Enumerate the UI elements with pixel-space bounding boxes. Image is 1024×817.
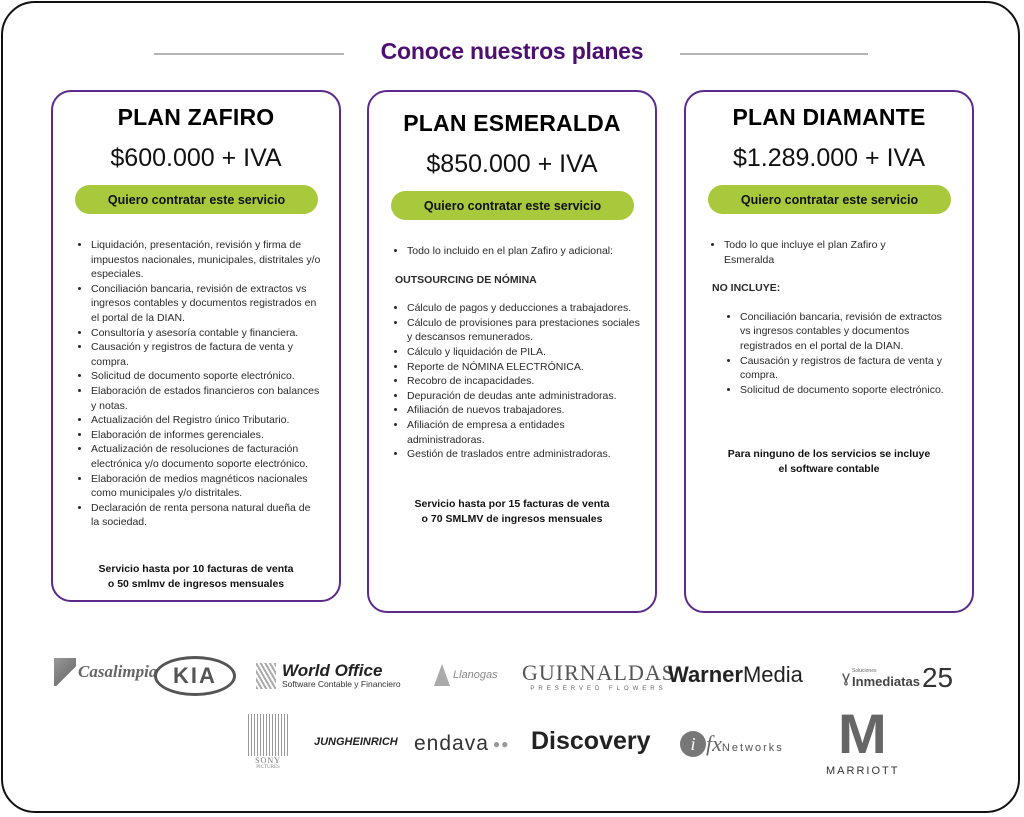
llanogas-flame-icon xyxy=(434,664,450,686)
feature-item: • Elaboración de informes gerenciales. xyxy=(91,428,321,443)
endava-dots-icon: ●● xyxy=(492,737,510,751)
logo-sony-pictures xyxy=(248,714,288,770)
logo-text-bold: Warner xyxy=(668,662,743,687)
page-title: Conoce nuestros planes xyxy=(380,38,644,64)
feature-item: • Actualización del Registro único Tributario. xyxy=(91,413,321,428)
logo-llanogas xyxy=(434,664,498,686)
contract-button-esmeralda[interactable]: Quiero contratar este servicio xyxy=(391,191,634,220)
sony-bars-icon xyxy=(248,714,288,756)
plan-limit-line2: el software contable xyxy=(778,462,880,475)
contract-button-zafiro[interactable]: Quiero contratar este servicio xyxy=(75,185,318,214)
feature-item: • Declaración de renta persona natural dueña de la sociedad. xyxy=(91,501,321,530)
feature-item: • Actualización de resoluciones de facturación electrónica y/o documento soporte electrónico. xyxy=(91,442,321,471)
logo-text: Discovery xyxy=(531,727,651,755)
intro-item: • Todo lo incluido en el plan Zafiro y adicional: xyxy=(407,244,655,259)
feature-item: • Afiliación de empresa a entidades administradoras. xyxy=(407,418,641,447)
feature-item: • Recobro de incapacidades. xyxy=(407,374,641,389)
plan-price: $850.000 + IVA xyxy=(426,150,598,178)
excluded-item: • Solicitud de documento soporte electrónico. xyxy=(740,383,948,398)
logo-text: MARRIOTT xyxy=(826,765,900,777)
feature-item: • Afiliación de nuevos trabajadores. xyxy=(407,403,641,418)
logo-text: World Office xyxy=(282,661,383,680)
plan-card-esmeralda xyxy=(367,90,657,613)
plan-limit-line1: Para ninguno de los servicios se incluye xyxy=(727,448,931,460)
excluded-item: • Causación y registros de factura de venta y compra. xyxy=(740,354,948,383)
plan-price: $600.000 + IVA xyxy=(110,144,282,172)
logo-text-light: Media xyxy=(742,662,803,687)
feature-item: • Conciliación bancaria, revisión de extractos vs ingresos contables y documentos registrados en el portal de la DIAN. xyxy=(91,282,321,326)
feature-item: • Cálculo y liquidación de PILA. xyxy=(407,345,641,360)
ifx-circle-icon: i xyxy=(680,731,706,757)
feature-item: • Cálculo de pagos y deducciones a trabajadores. xyxy=(407,301,641,316)
logo-text: GUIRNALDAS xyxy=(522,660,675,685)
feature-item: • Elaboración de medios magnéticos nacionales como municipales y/o distritales. xyxy=(91,472,321,501)
logo-jungheinrich xyxy=(314,736,398,748)
plan-card-diamante xyxy=(684,90,974,613)
plan-limit-note xyxy=(53,562,339,591)
intro-list xyxy=(369,244,655,259)
feature-item: • Solicitud de documento soporte electrónico. xyxy=(91,369,321,384)
plan-limit-line1: Servicio hasta por 10 facturas de venta xyxy=(98,563,294,575)
marriott-m-icon: M xyxy=(838,702,888,765)
logo-warnermedia xyxy=(668,662,803,688)
feature-item: • Gestión de traslados entre administradoras. xyxy=(407,447,641,462)
logo-casalimpia xyxy=(54,658,157,686)
excluded-list xyxy=(686,310,972,398)
logo-text: endava xyxy=(414,732,489,755)
divider-right xyxy=(680,53,868,55)
logo-kia xyxy=(154,656,236,696)
logo-text: fx xyxy=(706,731,722,756)
section-header xyxy=(0,36,1024,70)
feature-item: • Depuración de deudas ante administradoras. xyxy=(407,389,641,404)
anniversary-number: 25 xyxy=(921,662,954,693)
plan-name: PLAN ESMERALDA xyxy=(403,110,621,136)
logo-text: Casalimpia xyxy=(78,662,158,681)
feature-list xyxy=(53,238,339,530)
logo-ifx-networks xyxy=(680,731,784,757)
plan-limit-line2: o 50 smlmv de ingresos mensuales xyxy=(107,577,285,590)
person-icon: ɣ xyxy=(842,669,851,686)
plan-features xyxy=(53,238,339,530)
logo-tagline: Software Contable y Financiero xyxy=(282,679,401,689)
section-heading: OUTSOURCING DE NÓMINA xyxy=(395,273,537,286)
plan-card-zafiro xyxy=(51,90,341,602)
feature-item: • Elaboración de estados financieros con balances y notas. xyxy=(91,384,321,413)
logo-soluciones-inmediatas xyxy=(842,662,953,694)
feature-item: • Causación y registros de factura de venta y compra. xyxy=(91,340,321,369)
logo-text: Inmediatas xyxy=(852,673,920,689)
world-office-mark-icon xyxy=(256,663,276,689)
feature-item: • Consultoría y asesoría contable y financiera. xyxy=(91,326,321,341)
plan-features xyxy=(369,244,655,462)
logo-guirnaldas xyxy=(522,660,675,692)
logo-text: Llanogas xyxy=(453,669,498,681)
intro-list xyxy=(686,238,972,267)
plan-limit-line2: o 70 SMLMV de ingresos mensuales xyxy=(421,512,603,525)
plan-name: PLAN ZAFIRO xyxy=(117,104,275,130)
excluded-item: • Conciliación bancaria, revisión de extractos vs ingresos contables y documentos registrados en el portal de la DIAN. xyxy=(740,310,948,354)
logo-discovery xyxy=(531,727,651,756)
plan-name: PLAN DIAMANTE xyxy=(732,104,926,130)
casalimpia-mark-icon xyxy=(54,658,76,686)
feature-item: • Reporte de NÓMINA ELECTRÓNICA. xyxy=(407,360,641,375)
plan-limit-note xyxy=(686,447,972,476)
plan-limit-note xyxy=(369,497,655,526)
feature-item: • Liquidación, presentación, revisión y firma de impuestos nacionales, municipales, distritales y/o especiales. xyxy=(91,238,321,282)
logo-marriott xyxy=(826,702,900,777)
contract-button-diamante[interactable]: Quiero contratar este servicio xyxy=(708,185,951,214)
logo-text: JUNGHEINRICH xyxy=(314,736,398,748)
feature-list xyxy=(369,301,655,462)
plan-price: $1.289.000 + IVA xyxy=(732,144,926,172)
logo-tagline: PRESERVED FLOWERS xyxy=(530,686,667,692)
logo-text: KIA xyxy=(173,663,217,688)
feature-item: • Cálculo de provisiones para prestaciones sociales y descansos remunerados. xyxy=(407,316,641,345)
logo-endava xyxy=(414,732,509,756)
logo-tagline: Soluciones xyxy=(852,667,877,674)
logo-text: SONY xyxy=(255,756,281,765)
plan-features xyxy=(686,238,972,397)
logo-tagline: Networks xyxy=(721,742,784,754)
logo-tagline: PICTURES xyxy=(256,765,280,770)
section-heading: NO INCLUYE: xyxy=(712,282,781,295)
intro-item: • Todo lo que incluye el plan Zafiro y Esmeralda xyxy=(724,238,912,267)
plan-limit-line1: Servicio hasta por 15 facturas de venta xyxy=(414,498,610,510)
logo-world-office xyxy=(256,662,401,689)
